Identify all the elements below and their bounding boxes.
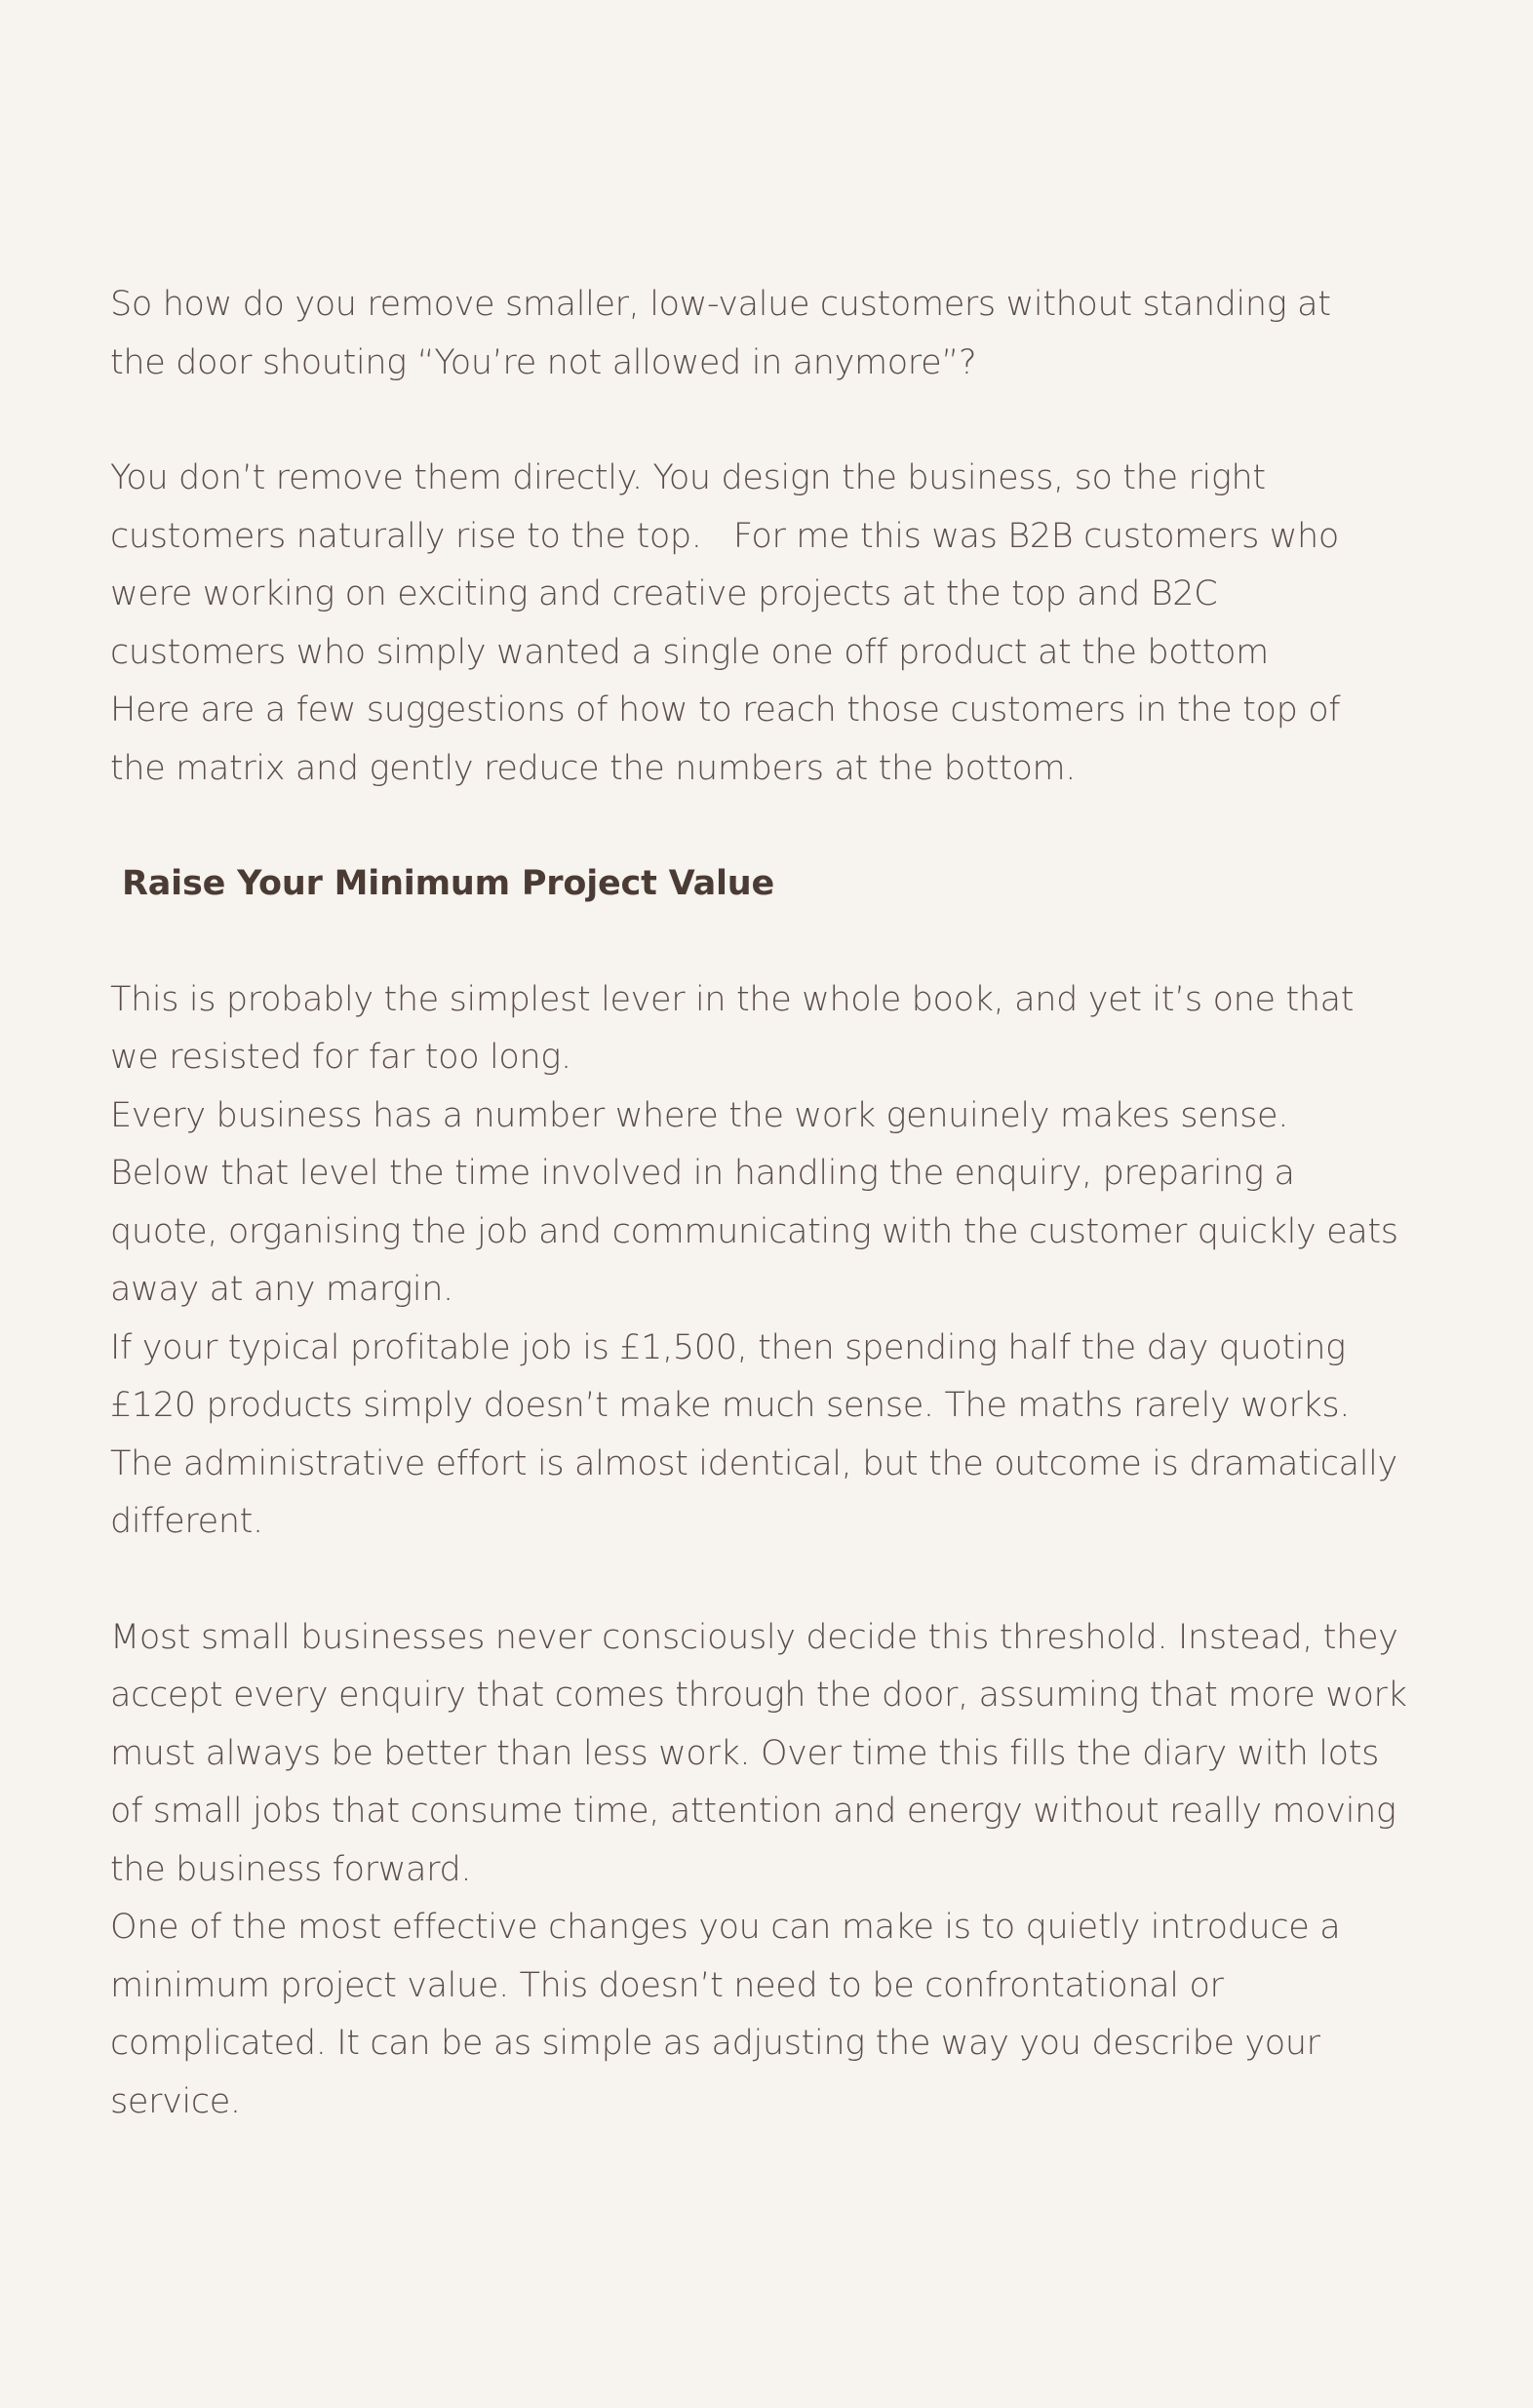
text-line: customers who simply wanted a single one off product at the bottom [110,632,1269,672]
paragraph-gap [110,392,1427,450]
text-line: This is probably the simplest lever in the whole book, and yet it’s one that [110,979,1355,1019]
text-line: of small jobs that consume time, attention and energy without really moving [110,1792,1396,1831]
text-line: the matrix and gently reduce the numbers at the bottom. [110,748,1077,788]
text-line: quote, organising the job and communicating with the customer quickly eats [110,1211,1398,1251]
text-line: must always be better than less work. Over time this fills the diary with lots [110,1733,1379,1773]
text-line: If your typical profitable job is £1,500, then spending half the day quoting [110,1327,1346,1367]
document-page [110,276,1427,2131]
text-line: complicated. It can be as simple as adjusting the way you describe your [110,2024,1320,2063]
text-line: different. [110,1502,263,1541]
paragraph-threshold [110,1609,1427,2132]
text-line: Below that level the time involved in handling the enquiry, preparing a [110,1154,1295,1193]
text-line: away at any margin. [110,1270,453,1309]
text-line: the door shouting “You’re not allowed in anymore”? [110,342,977,382]
paragraph-gap [110,914,1427,971]
text-line: were working on exciting and creative projects at the top and B2C [110,574,1218,613]
text-line: we resisted for far too long. [110,1038,571,1077]
text-line: So how do you remove smaller, low-value customers without standing at [110,285,1331,324]
paragraph-intro-question [110,276,1427,392]
paragraph-design-business [110,450,1427,798]
text-line: customers naturally rise to the top. For me this was B2B customers who [110,516,1339,556]
text-line: the business forward. [110,1849,472,1889]
paragraph-minimum-value [110,971,1427,1552]
paragraph-gap [110,798,1427,855]
text-line: Most small businesses never consciously decide this threshold. Instead, they [110,1617,1398,1657]
paragraph-gap [110,1552,1427,1609]
text-line: You don’t remove them directly. You design the business, so the right [110,458,1266,497]
section-heading: Raise Your Minimum Project Value [122,864,775,903]
text-line: One of the most effective changes you can make is to quietly introduce a [110,1908,1341,1947]
text-line: Here are a few suggestions of how to reach those customers in the top of [110,691,1341,730]
text-line: £120 products simply doesn’t make much sense. The maths rarely works. [110,1386,1351,1425]
text-line: accept every enquiry that comes through the door, assuming that more work [110,1676,1407,1715]
text-line: service. [110,2081,241,2121]
text-line: The administrative effort is almost identical, but the outcome is dramatically [110,1443,1397,1483]
text-line: minimum project value. This doesn’t need to be confrontational or [110,1965,1224,2005]
text-line: Every business has a number where the work genuinely makes sense. [110,1095,1289,1135]
